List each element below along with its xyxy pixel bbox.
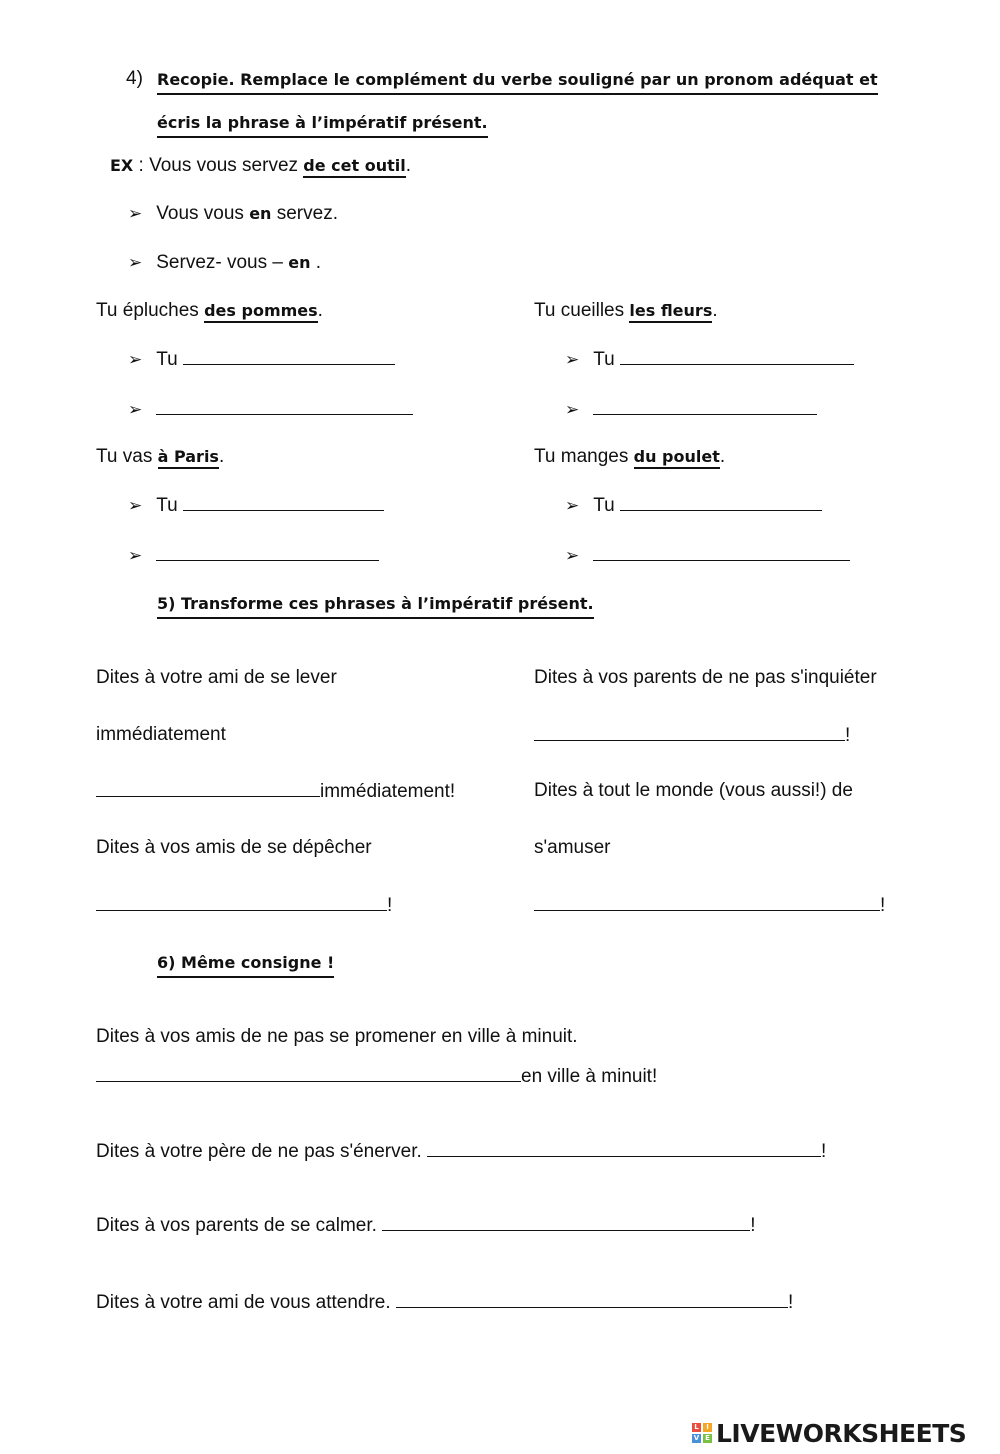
item-tu: Tu: [593, 349, 615, 370]
ex5-q1-answer[interactable]: [96, 779, 455, 804]
example-end: .: [405, 155, 412, 176]
ex5-q4-line1: Dites à vos amis de se dépêcher: [96, 837, 372, 858]
ex5-q4-answer[interactable]: [96, 893, 392, 918]
ex4-item-3-sentence: [96, 445, 224, 469]
answer-blank[interactable]: [96, 1064, 521, 1082]
liveworksheets-logo: [692, 1416, 966, 1450]
example-answer-1-pronoun: en: [249, 204, 272, 223]
answer-end: !: [880, 895, 886, 916]
example-sentence: [110, 154, 411, 178]
ex4-title-line2: écris la phrase à l’impératif présent.: [157, 111, 488, 138]
logo-letter-v: V: [693, 1434, 700, 1442]
example-underlined: de cet outil: [303, 156, 405, 178]
example-answer-2-a: Servez- vous –: [156, 252, 289, 273]
ex4-item-1-sentence: [96, 299, 323, 323]
ex4-title-line1: Recopie. Remplace le complément du verbe souligné par un pronom adéquat et: [157, 68, 878, 95]
ex4-item-3-line-b[interactable]: [128, 543, 379, 568]
arrow-icon: ➢: [565, 496, 580, 515]
item-text: Tu vas: [96, 446, 158, 467]
answer-end: !: [821, 1141, 827, 1162]
example-answer-1-b: servez.: [271, 203, 338, 224]
example-text: : Vous vous servez: [133, 155, 304, 176]
answer-blank[interactable]: [96, 893, 387, 911]
ex5-q3-line1: Dites à tout le monde (vous aussi!) de: [534, 780, 853, 801]
ex4-item-2-sentence: [534, 299, 718, 323]
answer-blank[interactable]: [183, 347, 395, 365]
answer-blank[interactable]: [593, 543, 850, 561]
ex5-q1-line2: immédiatement: [96, 724, 226, 745]
arrow-icon: ➢: [128, 204, 143, 223]
item-tu: Tu: [593, 495, 615, 516]
arrow-icon: ➢: [565, 546, 580, 565]
arrow-icon: ➢: [128, 546, 143, 565]
answer-end: !: [750, 1215, 756, 1236]
answer-end: en ville à minuit!: [521, 1066, 658, 1087]
answer-blank[interactable]: [620, 347, 854, 365]
ex6-title: 6) Même consigne !: [157, 951, 334, 978]
ex4-item-1-line-b[interactable]: [128, 397, 413, 422]
answer-blank[interactable]: [534, 893, 880, 911]
example-answer-1-a: Vous vous: [156, 203, 250, 224]
answer-end: immédiatement!: [320, 781, 456, 802]
item-underlined: des pommes: [204, 301, 318, 323]
item-end: .: [712, 300, 718, 321]
answer-blank[interactable]: [427, 1139, 821, 1157]
ex5-title: 5) Transforme ces phrases à l’impératif présent.: [157, 592, 594, 619]
ex6-q1-answer[interactable]: [96, 1064, 657, 1089]
item-underlined: les fleurs: [629, 301, 712, 323]
logo-text: LIVEWORKSHEETS: [716, 1418, 967, 1448]
question-text: Dites à votre ami de vous attendre.: [96, 1292, 396, 1313]
arrow-icon: ➢: [128, 496, 143, 515]
ex4-item-2-line-a[interactable]: [565, 347, 854, 372]
arrow-icon: ➢: [565, 350, 580, 369]
example-answer-1: [128, 202, 338, 226]
answer-blank[interactable]: [183, 493, 384, 511]
item-end: .: [317, 300, 323, 321]
ex4-number: 4): [126, 68, 143, 89]
logo-letter-l: L: [692, 1423, 701, 1432]
ex5-q2-line1: Dites à vos parents de ne pas s'inquiéter: [534, 667, 877, 688]
ex4-item-4-line-b[interactable]: [565, 543, 850, 568]
example-label: EX: [110, 156, 134, 175]
ex4-item-1-line-a[interactable]: [128, 347, 395, 372]
answer-blank[interactable]: [156, 397, 413, 415]
example-answer-2: [128, 251, 321, 275]
arrow-icon: ➢: [565, 400, 580, 419]
ex4-item-4-sentence: [534, 445, 725, 469]
item-underlined: à Paris: [158, 447, 219, 469]
ex6-q3[interactable]: [96, 1213, 755, 1238]
ex6-q4[interactable]: [96, 1290, 793, 1315]
item-tu: Tu: [156, 495, 178, 516]
answer-end: !: [787, 1292, 794, 1313]
item-text: Tu épluches: [96, 300, 205, 321]
example-answer-2-b: .: [310, 252, 322, 273]
ex5-q3-line2: s'amuser: [534, 837, 611, 858]
arrow-icon: ➢: [128, 350, 143, 369]
question-text: Dites à votre père de ne pas s'énerver.: [96, 1141, 428, 1162]
example-answer-2-pronoun: en: [288, 253, 311, 272]
item-text: Tu cueilles: [534, 300, 630, 321]
ex4-item-4-line-a[interactable]: [565, 493, 822, 518]
logo-letter-i: I: [703, 1423, 712, 1432]
item-end: .: [719, 446, 726, 467]
ex6-q1: Dites à vos amis de ne pas se promener en ville à minuit.: [96, 1026, 578, 1047]
ex5-q2-answer[interactable]: [534, 723, 850, 748]
answer-blank[interactable]: [620, 493, 822, 511]
answer-blank[interactable]: [396, 1290, 788, 1308]
answer-blank[interactable]: [534, 723, 845, 741]
item-tu: Tu: [156, 349, 178, 370]
arrow-icon: ➢: [128, 253, 143, 272]
item-underlined: du poulet: [634, 447, 720, 469]
answer-blank[interactable]: [382, 1213, 750, 1231]
answer-blank[interactable]: [156, 543, 379, 561]
logo-icon: [692, 1423, 712, 1443]
item-text: Tu manges: [534, 446, 634, 467]
answer-end: !: [387, 895, 393, 916]
ex5-q3-answer[interactable]: [534, 893, 885, 918]
answer-blank[interactable]: [96, 779, 320, 797]
answer-end: !: [845, 725, 851, 746]
ex4-item-3-line-a[interactable]: [128, 493, 384, 518]
ex5-q1-line1: Dites à votre ami de se lever: [96, 667, 337, 688]
arrow-icon: ➢: [128, 400, 143, 419]
logo-letter-e: E: [703, 1434, 712, 1443]
ex4-item-2-line-b[interactable]: [565, 397, 817, 422]
question-text: Dites à vos parents de se calmer.: [96, 1215, 383, 1236]
answer-blank[interactable]: [593, 397, 817, 415]
item-end: .: [218, 446, 225, 467]
ex6-q2[interactable]: [96, 1139, 826, 1164]
